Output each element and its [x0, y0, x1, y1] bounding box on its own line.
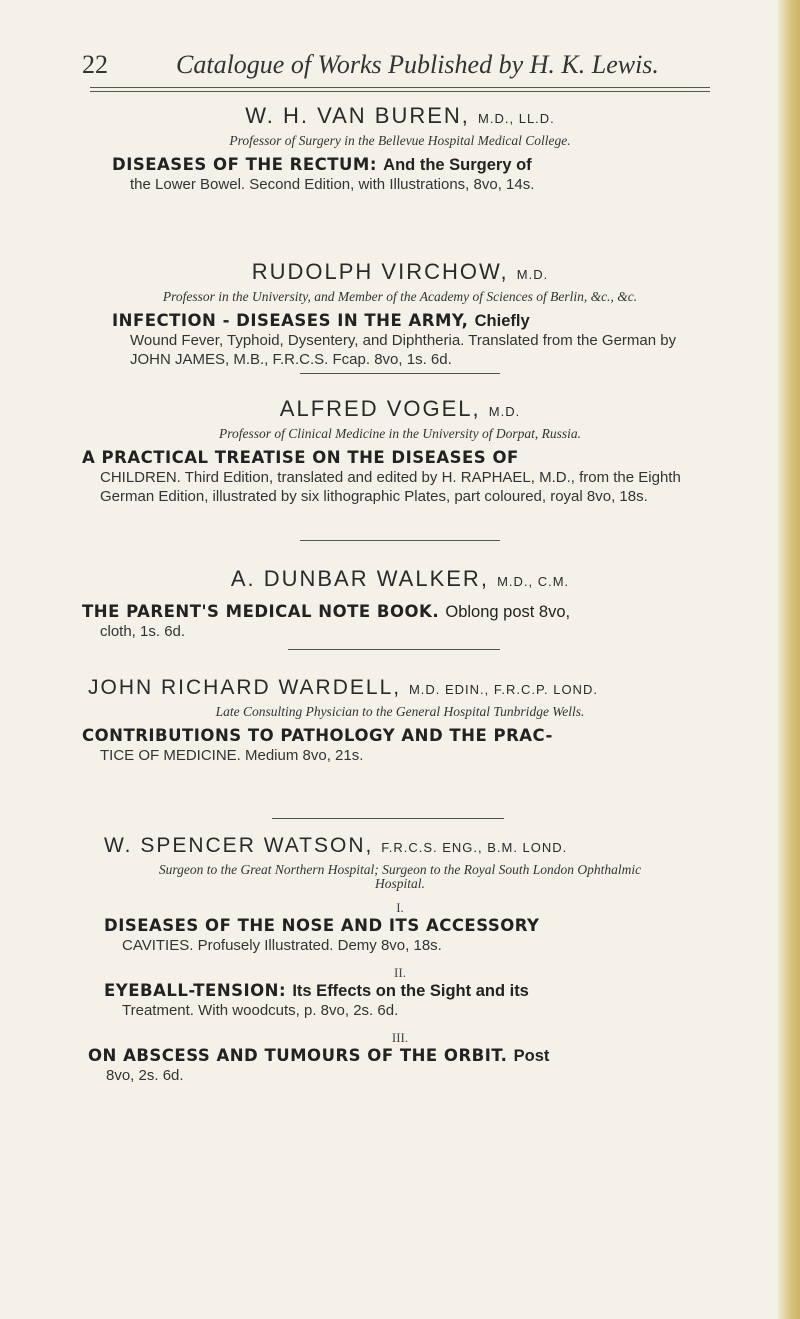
catalogue-entry — [0, 396, 800, 506]
work-title: A PRACTICAL TREATISE ON THE DISEASES OF — [82, 448, 519, 467]
author-line — [0, 396, 800, 422]
author-affiliation: Professor in the University, and Member of the Academy of Sciences of Berlin, &c., &c. — [162, 289, 638, 304]
author-line — [88, 676, 800, 700]
catalogue-entry — [0, 834, 800, 1085]
work-description: Wound Fever, Typhoid, Dysentery, and Diphtheria. Translated from the German by JOHN JAMES, M.B., F.R.C.S. Fcap. 8vo, 1s. 6d. — [130, 332, 677, 368]
work-listing — [104, 916, 724, 955]
author-degrees: F.R.C.S. ENG., B.M. LOND. — [381, 840, 568, 855]
work-title: ON ABSCESS AND TUMOURS OF THE ORBIT. — [88, 1046, 508, 1065]
catalogue-entry — [0, 103, 800, 194]
work-title: DISEASES OF THE NOSE AND ITS ACCESSORY — [104, 916, 540, 935]
author-degrees: M.D. — [488, 404, 521, 419]
author-affiliation: Late Consulting Physician to the General Hospital Tunbridge Wells. — [215, 704, 585, 719]
work-description: 8vo, 2s. 6d. — [106, 1067, 184, 1084]
work-description: the Lower Bowel. Second Edition, with Illustrations, 8vo, 14s. — [130, 176, 535, 193]
section-divider — [300, 540, 500, 541]
work-listing — [82, 448, 702, 506]
section-divider — [300, 373, 500, 374]
header-rule — [90, 87, 710, 88]
author-name: ALFRED VOGEL, — [279, 396, 481, 421]
author-name: RUDOLPH VIRCHOW, — [251, 259, 509, 284]
work-description: CHILDREN. Third Edition, translated and edited by H. RAPHAEL, M.D., from the Eighth German Edition, illustrated by six lithographic Plates, part coloured, royal 8vo, 18s. — [100, 469, 681, 505]
author-affiliation: Professor of Surgery in the Bellevue Hospital Medical College. — [229, 133, 571, 148]
work-subtitle: Its Effects on the Sight and its — [292, 982, 529, 1000]
work-subtitle: Oblong post 8vo, — [445, 603, 571, 621]
work-listing — [82, 602, 722, 641]
author-affiliation-cont: Hospital. — [375, 876, 425, 891]
author-line — [104, 834, 800, 858]
work-subtitle: Post — [513, 1047, 550, 1065]
work-description: cloth, 1s. 6d. — [100, 623, 186, 640]
work-subtitle: And the Surgery of — [383, 156, 532, 174]
work-numeral: II. — [394, 965, 406, 980]
author-degrees: M.D. — [516, 267, 549, 282]
author-line — [0, 103, 800, 129]
work-title: DISEASES OF THE RECTUM: — [112, 155, 377, 174]
author-name: JOHN RICHARD WARDELL, — [88, 676, 402, 699]
work-listing — [88, 1046, 728, 1085]
work-title: THE PARENT'S MEDICAL NOTE BOOK. — [82, 602, 440, 621]
author-degrees: M.D., LL.D. — [478, 111, 555, 126]
work-listing — [112, 311, 712, 369]
work-listing — [112, 155, 712, 194]
header-rule — [90, 91, 710, 92]
work-description: TICE OF MEDICINE. Medium 8vo, 21s. — [100, 747, 364, 764]
section-divider — [288, 649, 500, 650]
work-numeral: I. — [396, 900, 404, 915]
catalogue-entry — [0, 676, 800, 765]
running-head — [0, 46, 800, 86]
work-title: CONTRIBUTIONS TO PATHOLOGY AND THE PRAC- — [82, 726, 553, 745]
catalogue-entry — [0, 259, 800, 369]
section-divider — [272, 818, 504, 819]
work-title: EYEBALL-TENSION: — [104, 981, 287, 1000]
author-affiliation: Surgeon to the Great Northern Hospital; Surgeon to the Royal South London Ophthalmic — [158, 862, 642, 877]
work-title: INFECTION - DISEASES IN THE ARMY, — [112, 311, 469, 330]
running-head-title: Catalogue of Works Published by H. K. Lewis. — [176, 50, 659, 79]
work-listing — [104, 981, 724, 1020]
page-number: 22 — [82, 50, 108, 79]
author-degrees: M.D. EDIN., F.R.C.P. LOND. — [408, 682, 598, 697]
page-edge — [778, 0, 800, 1319]
author-degrees: M.D., C.M. — [497, 574, 570, 589]
work-description: CAVITIES. Profusely Illustrated. Demy 8vo, 18s. — [122, 937, 442, 954]
author-line — [0, 566, 800, 592]
author-affiliation: Professor of Clinical Medicine in the University of Dorpat, Russia. — [218, 426, 582, 441]
work-listing — [82, 726, 722, 765]
author-line — [0, 259, 800, 285]
work-description: Treatment. With woodcuts, p. 8vo, 2s. 6d. — [122, 1002, 399, 1019]
author-name: A. DUNBAR WALKER, — [230, 566, 489, 591]
author-name: W. SPENCER WATSON, — [104, 834, 374, 857]
catalogue-entry — [0, 566, 800, 641]
author-name: W. H. VAN BUREN, — [245, 103, 470, 128]
work-subtitle: Chiefly — [474, 312, 530, 330]
work-numeral: III. — [391, 1030, 409, 1045]
